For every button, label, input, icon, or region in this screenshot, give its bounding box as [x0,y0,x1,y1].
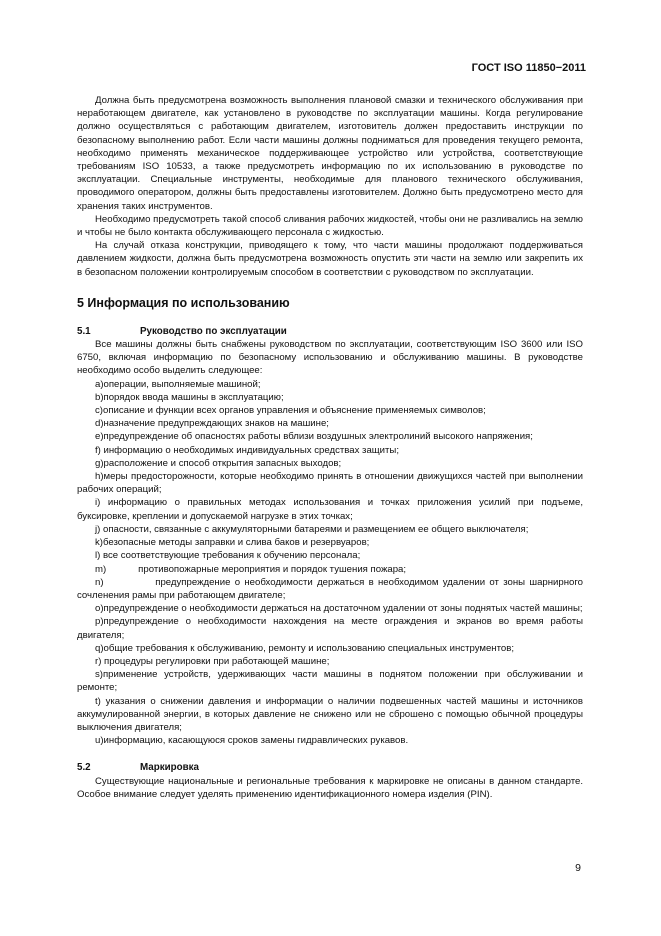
list-item: k)безопасные методы заправки и слива баков и резервуаров; [95,537,370,549]
list-item: o)предупреждение о необходимости держаться на достаточном удалении от зоны поднятых частей машины; [95,603,583,615]
list-item: r) процедуры регулировки при работающей машине; [95,655,330,667]
document-header: ГОСТ ISO 11850−2011 [471,62,586,74]
subsection-5-2-heading [77,761,583,774]
list-item: a)операции, выполняемые машиной; [95,378,261,390]
list-item: n) предупреждение о необходимости держаться в необходимом удалении от зоны шарнирного сочленения рамы при работающем двигателе; [77,576,586,601]
document-body [77,94,586,801]
list-item: q)общие требования к обслуживанию, ремонту и использованию специальных инструментов; [95,642,514,654]
list-item: p)предупреждение о необходимости нахождения на месте ограждения и экранов во время работы двигателя; [77,616,586,641]
subsection-title: Руководство по эксплуатации [140,325,287,337]
subsection-5-1-intro: Все машины должны быть снабжены руководством по эксплуатации, соответствующим ISO 3600 или ISO 6750, включая информацию по безопасному использованию и обслуживанию машины. В руководстве необходимо особо выделить следующее: [77,339,583,377]
list-item: t) указания о снижении давления и информации о наличии подвешенных частей машины и источников аккумулированной энергии, в которых давление не снижено или не сброшено с помощью обычной процедуры выключения двигателя; [77,695,586,733]
page-number: 9 [575,862,581,874]
list-item: l) все соответствующие требования к обучению персонала; [95,550,361,562]
subsection-title: Маркировка [140,762,199,774]
list-item: f) информацию о необходимых индивидуальных средствах защиты; [95,444,399,456]
list-item: m) противопожарные мероприятия и порядок тушения пожара; [95,563,407,575]
list-item: b)порядок ввода машины в эксплуатацию; [95,391,284,403]
subsection-number: 5.1 [77,325,91,337]
subsection-5-1-heading [77,325,583,338]
list-item: s)применение устройств, удерживающих части машины в поднятом положении при обслуживании и ремонте; [77,669,586,694]
subsection-number: 5.2 [77,762,91,774]
list-item: d)назначение предупреждающих знаков на машине; [95,418,329,430]
subsection-5-2-text: Существующие национальные и региональные требования к маркировке не описаны в данном стандарте. Особое внимание следует уделять применению идентификационного номера изделия (PIN). [77,775,583,800]
list-item: h)меры предосторожности, которые необходимо принять в отношении движущихся частей при выполнении рабочих операций; [77,471,586,496]
list-item: j) опасности, связанные с аккумуляторными батареями и размещением ее общего выключателя; [95,523,529,535]
list-item: i) информацию о правильных методах использования и точках приложения усилий при подъеме, буксировке, креплении и допускаемой нагрузке в этих точках; [77,497,586,522]
paragraph-failure: На случай отказа конструкции, приводящего к тому, что части машины продолжают поддерживаться давлением жидкости, должна быть предусмотрена возможность опустить эти части на землю или закрепить их в безопасном положении контролируемым способом в соответствии с руководством по эксплуатации. [77,240,583,278]
section-5-heading: 5 Информация по использованию [77,295,290,310]
requirements-list [77,378,586,748]
paragraph-maintenance: Должна быть предусмотрена возможность выполнения плановой смазки и технического обслуживания при неработающем двигателе, как установлено в руководстве по эксплуатации машины. Когда регулирование должно осуществляться с работающим двигателем, изготовитель должен предоставить инструкции по безопасному выполнению работ. Если части машины должны подниматься для проведения текущего ремонта, необходимо применять механическое поддерживающее устройство или устройства, соответствующие требованиям ISO 10533, а также предусмотреть информацию по их использованию в руководстве по эксплуатации. Специальные инструменты, необходимые для планового технического обслуживания, проводимого оператором, должны быть предоставлены изготовителем. Должно быть предусмотрено место для хранения таких инструментов. [77,95,583,212]
list-item: e)предупреждение об опасностях работы вблизи воздушных электролиний высокого напряжения; [95,431,533,443]
list-item: u)информацию, касающуюся сроков замены гидравлических рукавов. [95,735,409,747]
list-item: c)описание и функции всех органов управления и объяснение применяемых символов; [95,405,486,417]
list-item: g)расположение и способ открытия запасных выходов; [95,457,342,469]
paragraph-fluids: Необходимо предусмотреть такой способ сливания рабочих жидкостей, чтобы они не разливались на землю и чтобы не было контакта обслуживающего персонала с жидкостью. [77,213,583,239]
